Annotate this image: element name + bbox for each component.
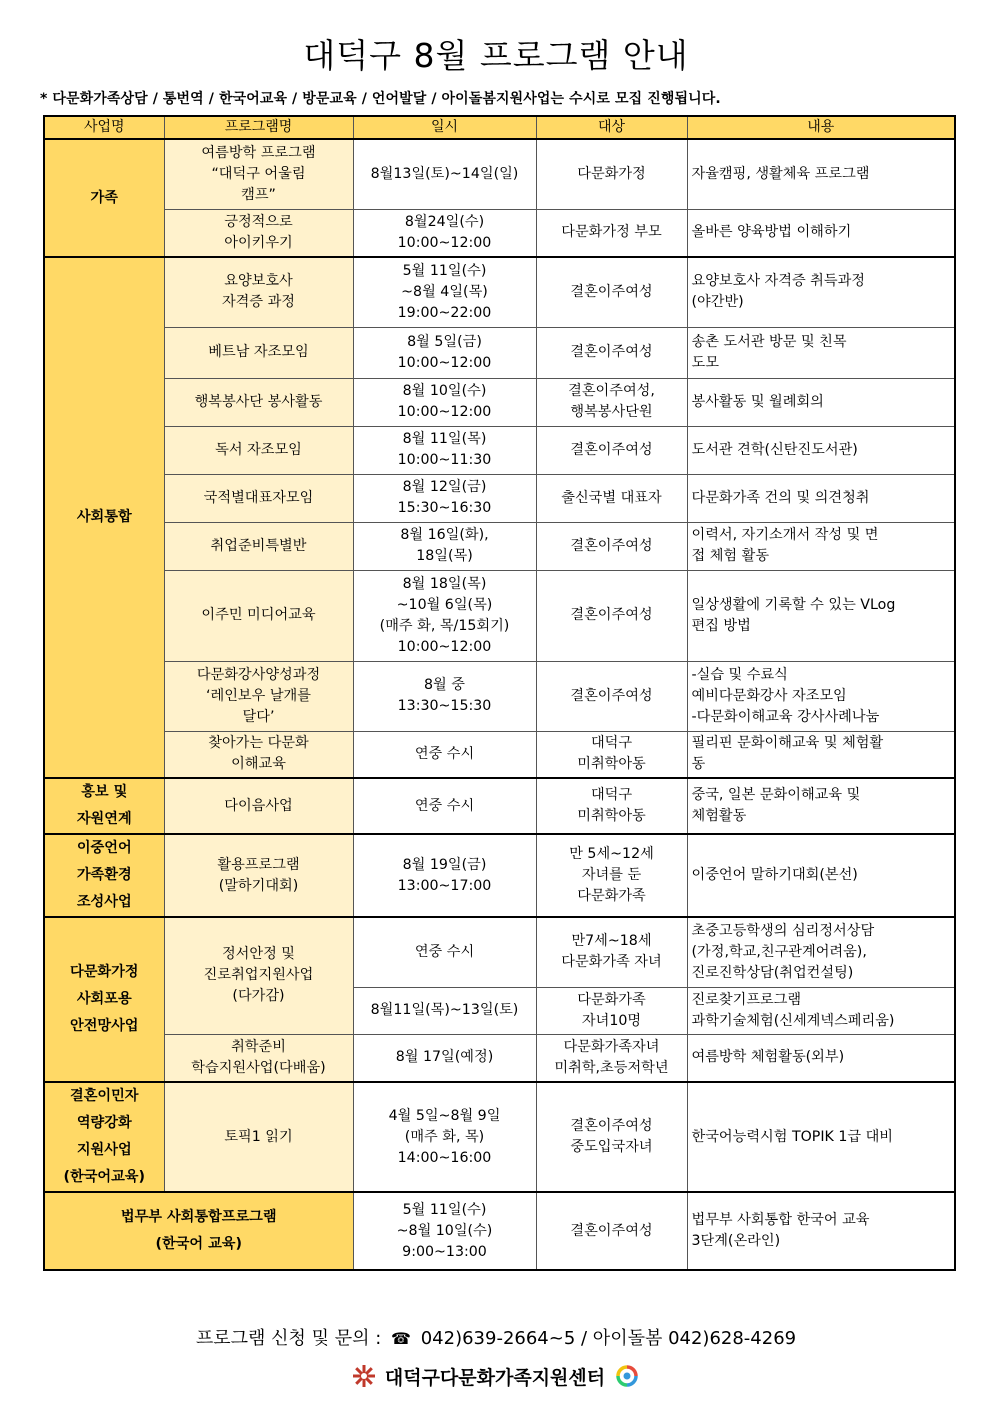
content-cell: 자율캠핑, 생활체육 프로그램 [687, 139, 955, 209]
program-cell: 토픽1 읽기 [164, 1082, 353, 1192]
date-cell: 4월 5일~8월 9일 (매주 화, 목) 14:00~16:00 [353, 1082, 536, 1192]
table-row [44, 917, 955, 987]
content-cell: 법무부 사회통합 한국어 교육 3단계(온라인) [687, 1192, 955, 1270]
date-cell: 8월 12일(금) 15:30~16:30 [353, 474, 536, 522]
category-promotion: 홍보 및 자원연계 [44, 778, 164, 834]
target-cell: 결혼이주여성, 행복봉사단원 [536, 378, 687, 426]
table-row [44, 474, 955, 522]
program-cell: 취학준비 학습지원사업(다배움) [164, 1034, 353, 1082]
table-row [44, 778, 955, 834]
table-row [44, 378, 955, 426]
target-cell: 다문화가정 [536, 139, 687, 209]
recruitment-notice: * 다문화가족상담 / 통번역 / 한국어교육 / 방문교육 / 언어발달 / 아이돌봄지원사업는 수시로 모집 진행됩니다. [40, 91, 721, 107]
table-row [44, 834, 955, 917]
target-cell: 만7세~18세 다문화가족 자녀 [536, 917, 687, 987]
target-cell: 대덕구 미취학아동 [536, 778, 687, 834]
target-cell: 결혼이주여성 [536, 257, 687, 327]
date-cell: 8월 10일(수) 10:00~12:00 [353, 378, 536, 426]
content-cell: -실습 및 수료식 예비다문화강사 자조모임 -다문화이해교육 강사사례나눔 [687, 661, 955, 731]
date-cell: 8월11일(목)~13일(토) [353, 987, 536, 1034]
program-cell: 찾아가는 다문화 이해교육 [164, 731, 353, 778]
table-row [44, 327, 955, 378]
date-cell: 8월 16일(화), 18일(목) [353, 522, 536, 570]
program-cell: 베트남 자조모임 [164, 327, 353, 378]
target-cell: 만 5세~12세 자녀를 둔 다문화가족 [536, 834, 687, 917]
contact-label: 프로그램 신청 및 문의 : [195, 1328, 382, 1349]
program-cell: 독서 자조모임 [164, 426, 353, 474]
target-cell: 다문화가족 자녀10명 [536, 987, 687, 1034]
program-cell: 여름방학 프로그램 “대덕구 어울림 캠프” [164, 139, 353, 209]
content-cell: 필리핀 문화이해교육 및 체험활 동 [687, 731, 955, 778]
date-cell: 연중 수시 [353, 778, 536, 834]
content-cell: 초중고등학생의 심리정서상담 (가정,학교,친구관계어려움), 진로진학상담(취업컨설팅) [687, 917, 955, 987]
table-row [44, 1192, 955, 1270]
category-immigrant-capacity: 결혼이민자 역량강화 지원사업 (한국어교육) [44, 1082, 164, 1192]
date-cell: 연중 수시 [353, 917, 536, 987]
date-cell: 8월 중 13:30~15:30 [353, 661, 536, 731]
date-cell: 연중 수시 [353, 731, 536, 778]
date-cell: 8월 5일(금) 10:00~12:00 [353, 327, 536, 378]
content-cell: 올바른 양육방법 이해하기 [687, 209, 955, 257]
header-date: 일시 [353, 116, 536, 139]
content-cell: 송촌 도서관 방문 및 친목 도모 [687, 327, 955, 378]
table-row [44, 1082, 955, 1192]
program-cell: 행복봉사단 봉사활동 [164, 378, 353, 426]
target-cell: 다문화가정 부모 [536, 209, 687, 257]
program-cell: 긍정적으로 아이키우기 [164, 209, 353, 257]
header-category: 사업명 [44, 116, 164, 139]
table-row [44, 209, 955, 257]
date-cell: 5월 11일(수) ~8월 4일(목) 19:00~22:00 [353, 257, 536, 327]
category-ministry-justice: 법무부 사회통합프로그램 (한국어 교육) [44, 1192, 353, 1270]
content-cell: 일상생활에 기록할 수 있는 VLog 편집 방법 [687, 570, 955, 661]
program-table [43, 115, 956, 1271]
target-cell: 결혼이주여성 [536, 522, 687, 570]
program-cell: 국적별대표자모임 [164, 474, 353, 522]
target-cell: 결혼이주여성 [536, 661, 687, 731]
center-logo-icon [614, 1364, 640, 1393]
program-cell: 이주민 미디어교육 [164, 570, 353, 661]
date-cell: 8월 19일(금) 13:00~17:00 [353, 834, 536, 917]
program-cell: 요양보호사 자격증 과정 [164, 257, 353, 327]
table-row [44, 570, 955, 661]
table-row [44, 1034, 955, 1082]
program-cell: 활용프로그램 (말하기대회) [164, 834, 353, 917]
telephone-icon: ☎ [391, 1329, 411, 1348]
table-row [44, 731, 955, 778]
target-cell: 출신국별 대표자 [536, 474, 687, 522]
date-cell: 8월13일(토)~14일(일) [353, 139, 536, 209]
content-cell: 다문화가족 건의 및 의견청취 [687, 474, 955, 522]
target-cell: 결혼이주여성 [536, 1192, 687, 1270]
program-cell: 정서안정 및 진로취업지원사업 (다가감) [164, 917, 353, 1034]
target-cell: 대덕구 미취학아동 [536, 731, 687, 778]
date-cell: 8월 17일(예정) [353, 1034, 536, 1082]
category-safety-net: 다문화가정 사회포용 안전망사업 [44, 917, 164, 1082]
center-name: 대덕구다문화가족지원센터 [384, 1367, 606, 1389]
program-cell: 다문화강사양성과정 ‘레인보우 날개를 달다’ [164, 661, 353, 731]
table-row [44, 522, 955, 570]
center-name-row [0, 1363, 992, 1393]
contact-info [0, 1324, 992, 1350]
table-row [44, 257, 955, 327]
target-cell: 다문화가족자녀 미취학,초등저학년 [536, 1034, 687, 1082]
table-row [44, 139, 955, 209]
content-cell: 한국어능력시험 TOPIK 1급 대비 [687, 1082, 955, 1192]
contact-numbers: 042)639-2664~5 / 아이돌봄 042)628-4269 [420, 1328, 797, 1349]
category-family: 가족 [44, 139, 164, 257]
content-cell: 여름방학 체험활동(외부) [687, 1034, 955, 1082]
date-cell: 8월 11일(목) 10:00~11:30 [353, 426, 536, 474]
catholic-symbol-icon [352, 1364, 376, 1393]
header-target: 대상 [536, 116, 687, 139]
table-header-row [44, 116, 955, 139]
table-row [44, 661, 955, 731]
target-cell: 결혼이주여성 [536, 327, 687, 378]
content-cell: 중국, 일본 문화이해교육 및 체험활동 [687, 778, 955, 834]
program-cell: 다이음사업 [164, 778, 353, 834]
content-cell: 진로찾기프로그램 과학기술체험(신세계넥스페리움) [687, 987, 955, 1034]
content-cell: 봉사활동 및 월례회의 [687, 378, 955, 426]
date-cell: 8월24일(수) 10:00~12:00 [353, 209, 536, 257]
program-cell: 취업준비특별반 [164, 522, 353, 570]
target-cell: 결혼이주여성 [536, 426, 687, 474]
content-cell: 이력서, 자기소개서 작성 및 면 접 체험 활동 [687, 522, 955, 570]
table-row [44, 426, 955, 474]
header-program: 프로그램명 [164, 116, 353, 139]
target-cell: 결혼이주여성 [536, 570, 687, 661]
category-bilingual: 이중언어 가족환경 조성사업 [44, 834, 164, 917]
page-title: 대덕구 8월 프로그램 안내 [303, 36, 689, 75]
content-cell: 이중언어 말하기대회(본선) [687, 834, 955, 917]
date-cell: 8월 18일(목) ~10월 6일(목) (매주 화, 목/15회기) 10:00~12:00 [353, 570, 536, 661]
content-cell: 도서관 견학(신탄진도서관) [687, 426, 955, 474]
target-cell: 결혼이주여성 중도입국자녀 [536, 1082, 687, 1192]
category-social-integration: 사회통합 [44, 257, 164, 778]
date-cell: 5월 11일(수) ~8월 10일(수) 9:00~13:00 [353, 1192, 536, 1270]
content-cell: 요양보호사 자격증 취득과정 (야간반) [687, 257, 955, 327]
header-content: 내용 [687, 116, 955, 139]
